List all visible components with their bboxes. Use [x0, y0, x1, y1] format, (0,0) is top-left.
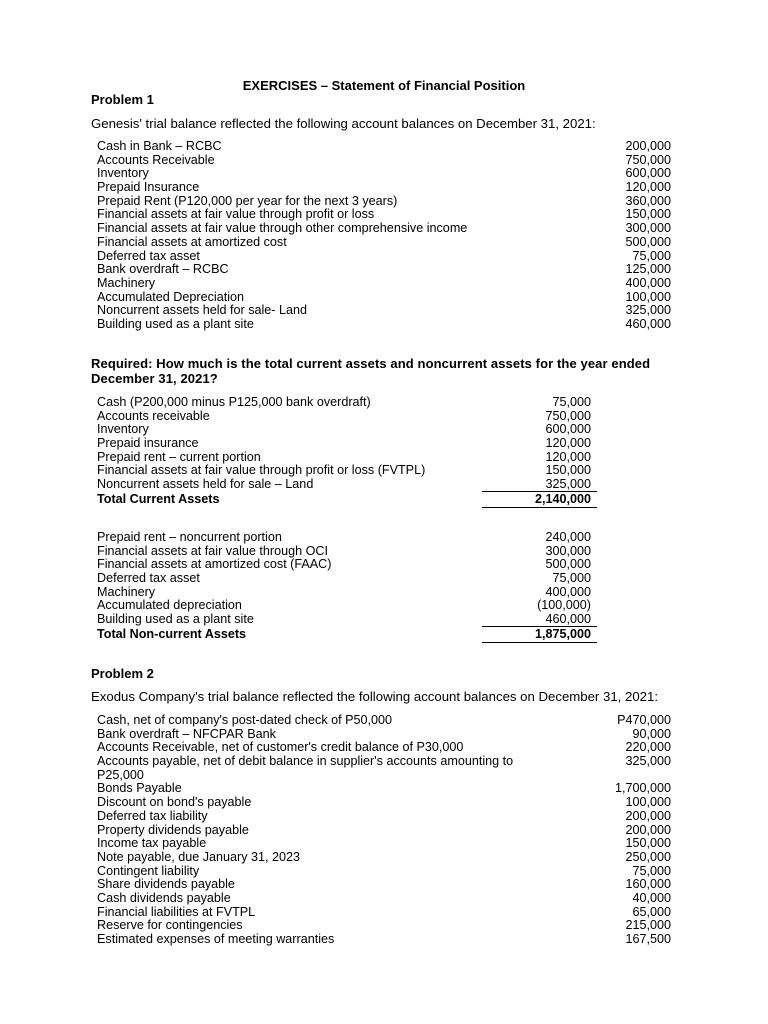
noncurrent-total-underline — [482, 642, 597, 643]
account-value: 400,000 — [545, 584, 591, 599]
account-value: 240,000 — [545, 530, 591, 544]
account-value: 100,000 — [625, 795, 671, 810]
account-label: Prepaid insurance — [97, 436, 199, 451]
account-label: Prepaid rent – current portion — [97, 449, 261, 464]
list-item — [97, 464, 591, 478]
account-label: Noncurrent assets held for sale- Land — [97, 303, 308, 318]
account-value: 750,000 — [625, 152, 671, 167]
account-label: Cash dividends payable — [97, 890, 231, 905]
account-label: Cash (P200,000 minus P125,000 bank overdraft) — [97, 395, 371, 409]
account-label: Building used as a plant site — [97, 316, 254, 331]
account-label: Accounts Receivable — [97, 152, 215, 167]
account-label: Machinery — [97, 275, 156, 290]
account-label: Financial assets at amortized cost (FAAC) — [97, 557, 332, 572]
account-value: 600,000 — [545, 422, 591, 437]
account-label: Financial assets at fair value through profit or loss (FVTPL) — [97, 463, 426, 478]
list-item — [97, 782, 671, 796]
list-item — [97, 222, 671, 236]
account-label: Bank overdraft – RCBC — [97, 262, 229, 277]
list-item — [97, 531, 591, 545]
total-noncurrent-value: 1,875,000 — [534, 627, 591, 641]
problem2-account-list — [97, 714, 671, 947]
account-value: 150,000 — [545, 463, 591, 478]
list-item — [97, 613, 591, 627]
account-label: Noncurrent assets held for sale – Land — [97, 477, 314, 492]
account-value: 325,000 — [545, 477, 591, 492]
account-value: 125,000 — [625, 262, 671, 277]
account-value: 120,000 — [545, 449, 591, 464]
list-item — [97, 741, 671, 755]
account-label: Accounts receivable — [97, 408, 210, 423]
problem1-required: Required: How much is the total current assets and noncurrent assets for the year ended December 31, 2021? — [91, 356, 651, 386]
current-total-underline — [482, 507, 597, 508]
account-value: 220,000 — [625, 740, 671, 755]
account-value: 160,000 — [625, 877, 671, 892]
account-label: Reserve for contingencies — [97, 918, 243, 933]
total-current-value: 2,140,000 — [534, 492, 591, 506]
account-value: 325,000 — [625, 303, 671, 318]
list-item — [97, 837, 671, 851]
account-value: 300,000 — [625, 221, 671, 236]
account-label: Financial liabilities at FVTPL — [97, 904, 256, 919]
total-current-row — [97, 493, 591, 507]
account-value: 215,000 — [625, 918, 671, 933]
account-value: 1,700,000 — [614, 781, 671, 796]
account-value: 150,000 — [625, 836, 671, 851]
list-item — [97, 892, 671, 906]
list-item — [97, 865, 671, 879]
list-item — [97, 140, 671, 154]
account-label: Inventory — [97, 422, 149, 437]
page-title: EXERCISES – Statement of Financial Position — [242, 78, 526, 93]
list-item — [97, 451, 591, 465]
account-value: 150,000 — [625, 207, 671, 222]
account-value: 500,000 — [545, 557, 591, 572]
account-label: Cash, net of company's post-dated check of P50,000 — [97, 713, 393, 727]
list-item — [97, 919, 671, 933]
list-item — [97, 933, 671, 947]
total-noncurrent-label: Total Non-current Assets — [97, 627, 247, 641]
list-item — [97, 250, 671, 264]
list-item — [97, 423, 591, 437]
account-label: Financial assets at fair value through profit or loss — [97, 207, 375, 222]
account-value: P470,000 — [617, 713, 671, 727]
account-value: 65,000 — [632, 904, 671, 919]
list-item — [97, 318, 671, 332]
list-item — [97, 851, 671, 865]
list-item — [97, 714, 671, 728]
account-value: 40,000 — [632, 890, 671, 905]
account-label: Deferred tax asset — [97, 248, 200, 263]
account-label: Prepaid rent – noncurrent portion — [97, 530, 282, 544]
list-item — [97, 906, 671, 920]
current-assets-list — [97, 396, 591, 492]
account-value: 460,000 — [545, 612, 591, 627]
account-label: Accounts payable, net of debit balance in supplier's accounts amounting to P25,000 — [97, 754, 514, 782]
problem2-intro: Exodus Company's trial balance reflected the following account balances on December 31, 2021: — [91, 689, 658, 704]
account-label: Building used as a plant site — [97, 612, 254, 627]
list-item — [97, 558, 591, 572]
account-value: 75,000 — [552, 395, 591, 409]
account-value: 75,000 — [552, 571, 591, 586]
account-label: Prepaid Insurance — [97, 180, 200, 195]
account-label: Income tax payable — [97, 836, 207, 851]
account-label: Deferred tax liability — [97, 808, 208, 823]
account-label: Note payable, due January 31, 2023 — [97, 849, 301, 864]
list-item — [97, 824, 671, 838]
account-value: 90,000 — [632, 726, 671, 741]
account-value: 250,000 — [625, 849, 671, 864]
account-value: 325,000 — [625, 754, 671, 769]
account-label: Estimated expenses of meeting warranties — [97, 932, 335, 947]
account-value: 200,000 — [625, 822, 671, 837]
account-value: 120,000 — [545, 436, 591, 451]
list-item — [97, 478, 591, 492]
account-label: Cash in Bank – RCBC — [97, 139, 222, 153]
total-current-label: Total Current Assets — [97, 492, 220, 506]
list-item — [97, 263, 671, 277]
account-label: Contingent liability — [97, 863, 200, 878]
list-item — [97, 181, 671, 195]
list-item — [97, 586, 591, 600]
account-label: Accounts Receivable, net of customer's credit balance of P30,000 — [97, 740, 464, 755]
account-value: 75,000 — [632, 248, 671, 263]
list-item — [97, 545, 591, 559]
list-item — [97, 437, 591, 451]
account-label: Inventory — [97, 166, 149, 181]
list-item — [97, 195, 671, 209]
account-value: 360,000 — [625, 193, 671, 208]
problem2-heading: Problem 2 — [91, 666, 154, 681]
problem1-account-list — [97, 140, 671, 332]
problem1-heading: Problem 1 — [91, 92, 154, 107]
list-item — [97, 728, 671, 742]
list-item — [97, 291, 671, 305]
account-label: Accumulated depreciation — [97, 598, 242, 613]
account-label: Bonds Payable — [97, 781, 182, 796]
list-item — [97, 755, 671, 782]
account-value: 120,000 — [625, 180, 671, 195]
account-label: Bank overdraft – NFCPAR Bank — [97, 726, 276, 741]
list-item — [97, 277, 671, 291]
account-label: Property dividends payable — [97, 822, 249, 837]
account-label: Deferred tax asset — [97, 571, 200, 586]
account-value: 167,500 — [625, 932, 671, 947]
account-value: 300,000 — [545, 543, 591, 558]
list-item — [97, 304, 671, 318]
list-item — [97, 167, 671, 181]
list-item — [97, 599, 591, 613]
account-label: Financial assets at fair value through other comprehensive income — [97, 221, 468, 236]
account-value: 200,000 — [625, 808, 671, 823]
list-item — [97, 396, 591, 410]
list-item — [97, 410, 591, 424]
account-value: 100,000 — [625, 289, 671, 304]
list-item — [97, 878, 671, 892]
list-item — [97, 810, 671, 824]
problem1-intro: Genesis' trial balance reflected the following account balances on December 31, 2021: — [91, 116, 596, 131]
list-item — [97, 236, 671, 250]
account-value: 400,000 — [625, 275, 671, 290]
list-item — [97, 154, 671, 168]
account-label: Financial assets at amortized cost — [97, 234, 287, 249]
noncurrent-assets-list — [97, 531, 591, 627]
account-value: 460,000 — [625, 316, 671, 331]
account-label: Share dividends payable — [97, 877, 235, 892]
account-value: 750,000 — [545, 408, 591, 423]
account-value: 600,000 — [625, 166, 671, 181]
account-value: 500,000 — [625, 234, 671, 249]
list-item — [97, 796, 671, 810]
list-item — [97, 208, 671, 222]
account-label: Machinery — [97, 584, 156, 599]
account-label: Prepaid Rent (P120,000 per year for the next 3 years) — [97, 193, 398, 208]
account-label: Discount on bond's payable — [97, 795, 252, 810]
account-value: 200,000 — [625, 139, 671, 153]
total-noncurrent-row — [97, 628, 591, 642]
account-value: (100,000) — [537, 598, 591, 613]
account-label: Accumulated Depreciation — [97, 289, 245, 304]
list-item — [97, 572, 591, 586]
account-label: Financial assets at fair value through OCI — [97, 543, 328, 558]
account-value: 75,000 — [632, 863, 671, 878]
